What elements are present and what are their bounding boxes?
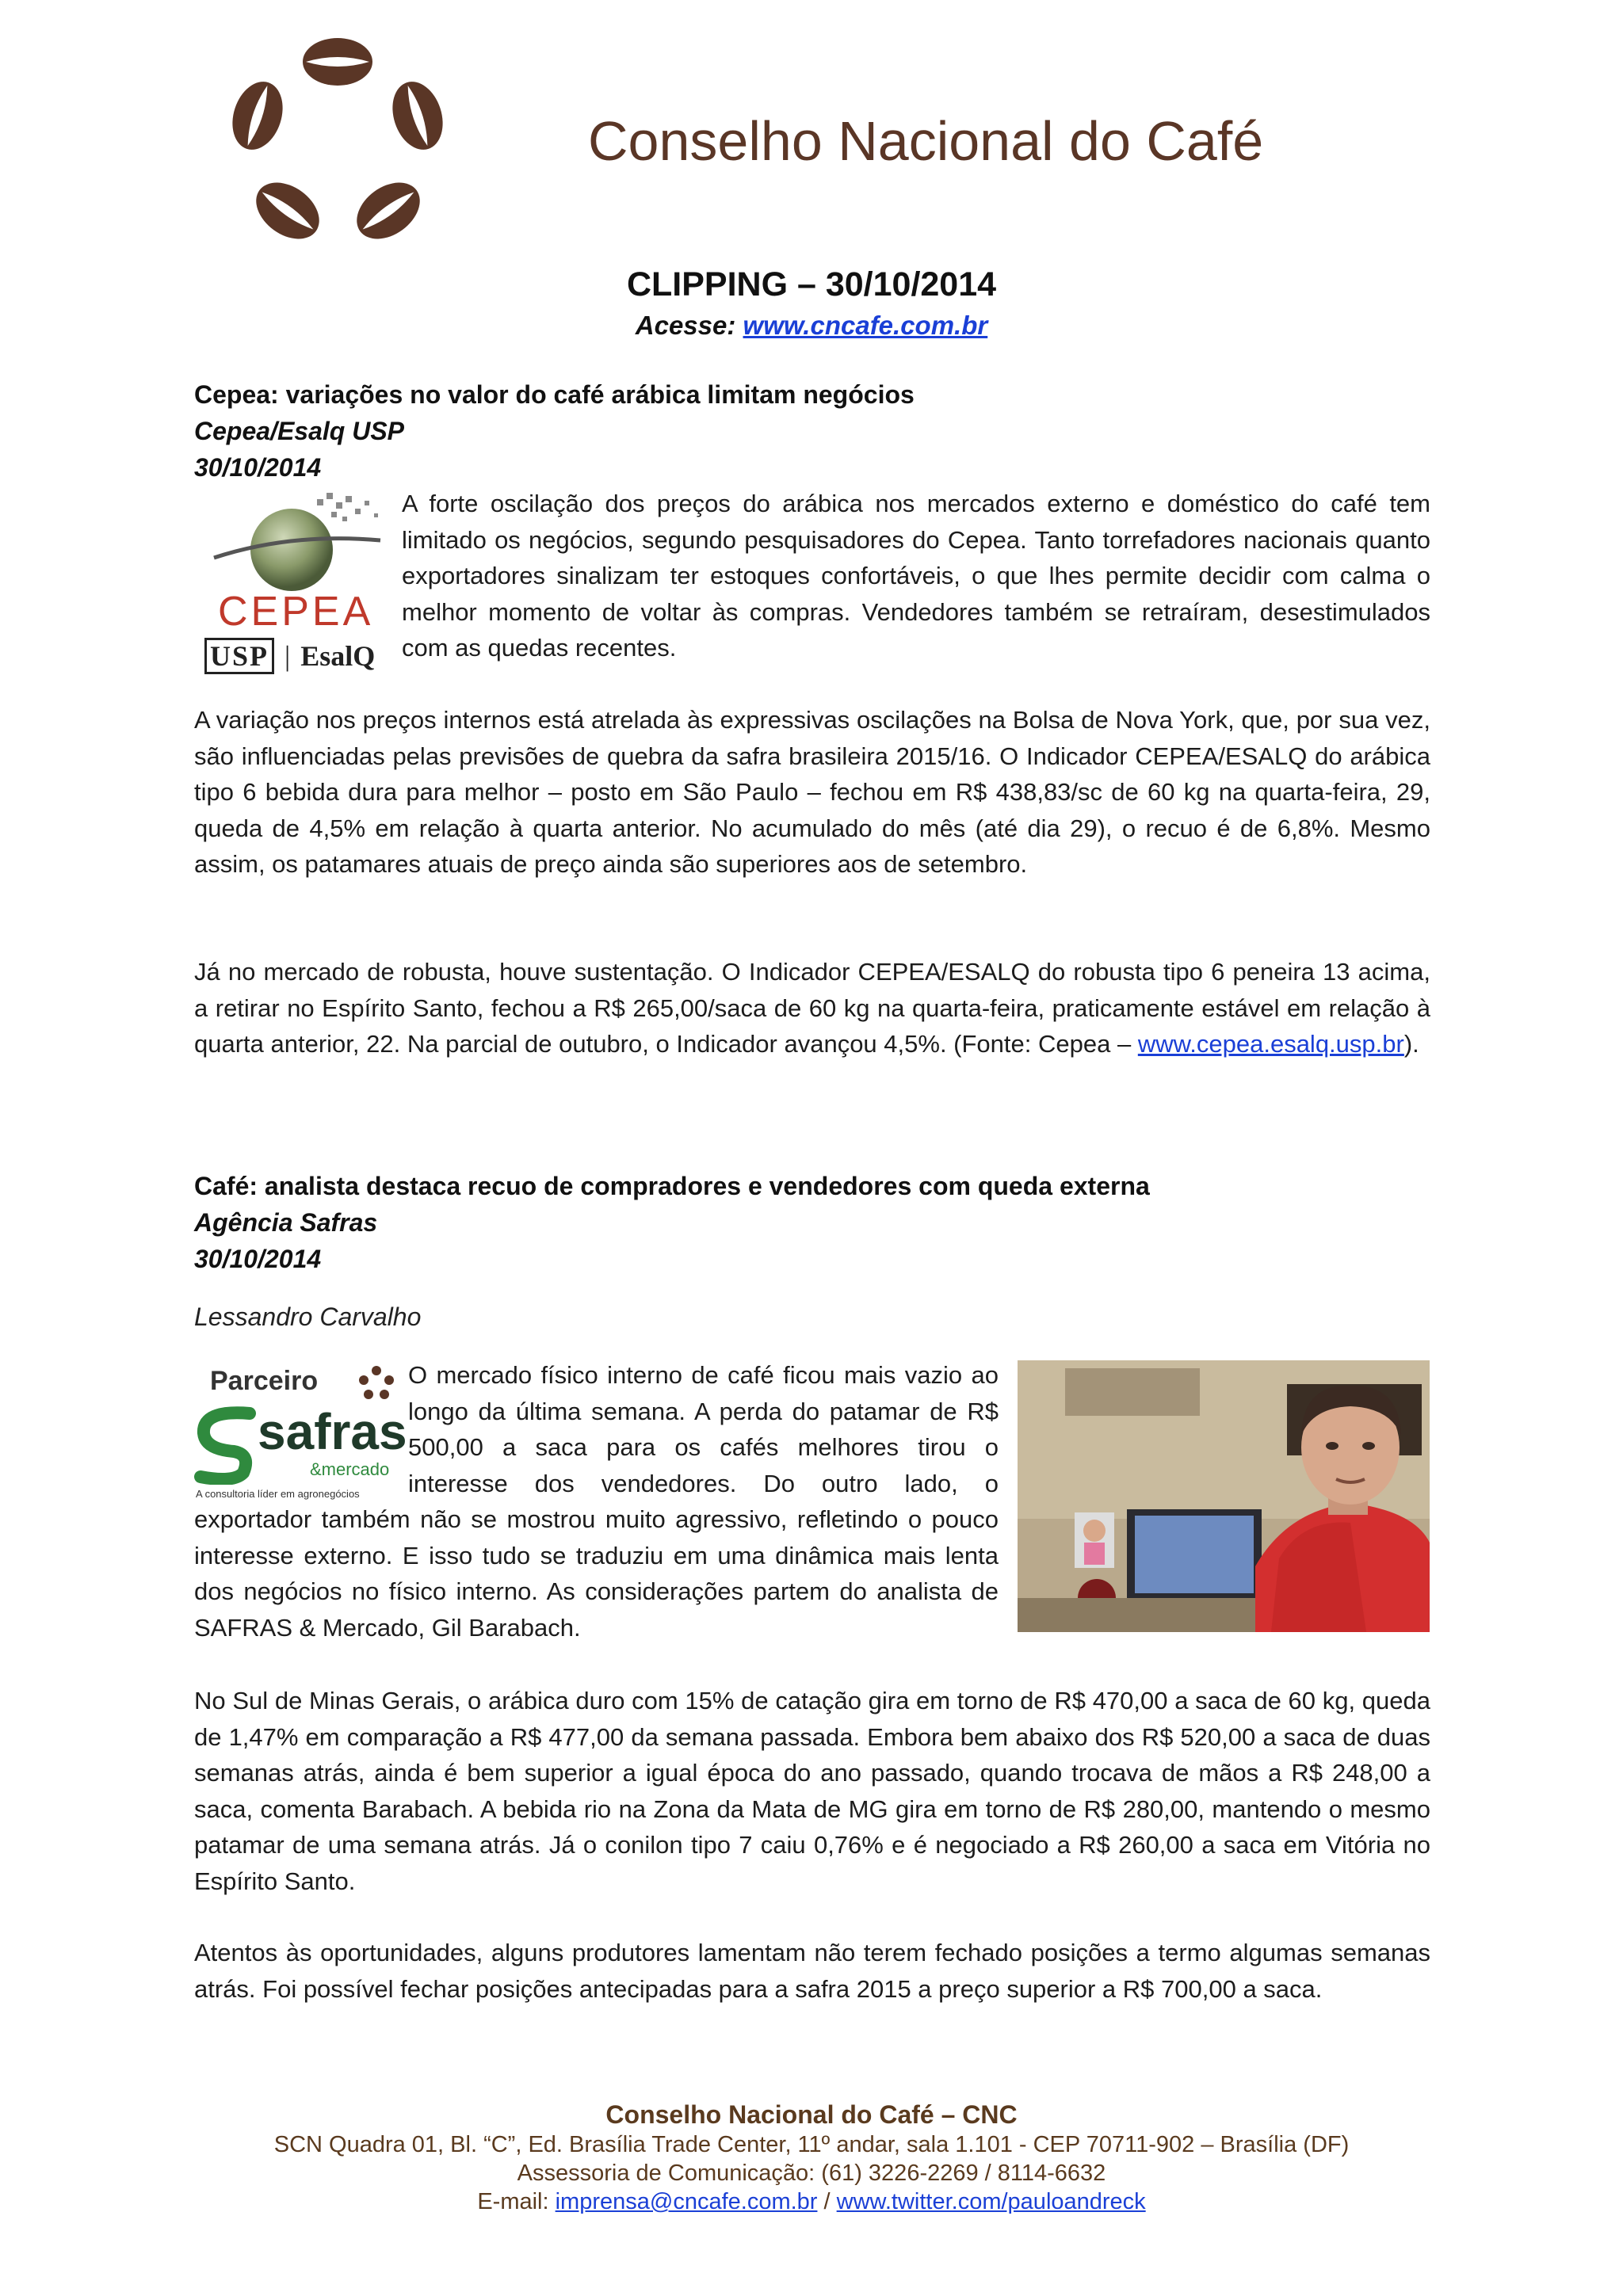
article1-para3-text: Já no mercado de robusta, houve sustentação. O Indicador CEPEA/ESALQ do robusta tipo 6 peneira 13 acima, a retirar no Espírito Santo, fechou a R$ 265,00/saca de 60 kg na quarta-feira, praticamente estável em relação à quarta anterior, 22. Na parcial de outubro, o Indicador avançou 4,5%. (Fonte: Cepea – bbox=[194, 958, 1430, 1058]
article2-source: Agência Safras bbox=[194, 1208, 378, 1237]
access-label: Acesse: bbox=[635, 311, 743, 340]
article1-para3-end: ). bbox=[1403, 1030, 1419, 1058]
article2-title: Café: analista destaca recuo de compradores e vendedores com queda externa bbox=[194, 1172, 1150, 1200]
article2-para1-wrap bbox=[194, 1357, 1430, 1646]
footer-separator: / bbox=[817, 2189, 837, 2214]
cncafe-link[interactable]: www.cncafe.com.br bbox=[743, 311, 988, 340]
clipping-title: CLIPPING – 30/10/2014 bbox=[626, 265, 997, 303]
footer-email-label: E-mail: bbox=[477, 2189, 556, 2214]
article2-para1: O mercado físico interno de café ficou mais vazio ao longo da última semana. A perda do patamar de R$ 500,00 a saca para os cafés melhores tirou o interesse dos vendedores. Do outro lado, o exportador também não se mostrou muito agressivo, refletindo o pouco interesse externo. E isso tudo se traduziu em uma dinâmica mais lenta dos negócios no físico interno. As considerações partem do analista de SAFRAS & Mercado, Gil Barabach. bbox=[194, 1361, 999, 1642]
article2-author: Lessandro Carvalho bbox=[194, 1302, 422, 1331]
article2-para2: No Sul de Minas Gerais, o arábica duro com 15% de catação gira em torno de R$ 470,00 a saca de 60 kg, queda de 1,47% em comparação a R$ 477,00 da semana passada. Embora bem abaixo dos R$ 520,00 a saca de duas semanas atrás, ainda é bem superior a igual época do ano passado, quando trocava de mãos a R$ 248,00 a saca, comenta Barabach. A bebida rio na Zona da Mata de MG gira em torno de R$ 280,00, mantendo o mesmo patamar de uma semana atrás. Já o conilon tipo 7 caiu 0,76% e é negociado a R$ 260,00 a saca em Vitória no Espírito Santo. bbox=[194, 1687, 1430, 1895]
usp-label: USP bbox=[204, 638, 274, 674]
footer-address: SCN Quadra 01, Bl. “C”, Ed. Brasília Trade Center, 11º andar, sala 1.101 - CEP 70711-902 – Brasília (DF) bbox=[273, 2132, 1350, 2157]
footer-org: Conselho Nacional do Café – CNC bbox=[605, 2100, 1018, 2129]
safras-parceiro: Parceiro bbox=[210, 1366, 319, 1396]
cepea-logo bbox=[198, 485, 400, 675]
safras-sub: &mercado bbox=[310, 1459, 390, 1479]
footer-contacts bbox=[0, 2189, 1623, 2215]
cepea-link[interactable]: www.cepea.esalq.usp.br bbox=[1137, 1030, 1404, 1058]
cepea-globe-icon bbox=[198, 485, 400, 596]
article2-date: 30/10/2014 bbox=[194, 1245, 322, 1273]
org-name: Conselho Nacional do Café bbox=[588, 110, 1264, 172]
float-spacer-right bbox=[999, 1357, 1430, 1632]
cepea-brand: CEPEA bbox=[218, 589, 374, 635]
footer-press: Assessoria de Comunicação: (61) 3226-2269 / 8114-6632 bbox=[517, 2161, 1106, 2186]
usp-esalq: USP | EsalQ bbox=[204, 639, 375, 673]
cnc-coffee-logo-icon bbox=[212, 21, 466, 274]
footer-twitter-link[interactable]: www.twitter.com/pauloandreck bbox=[836, 2189, 1146, 2214]
access-line bbox=[0, 311, 1623, 341]
article1-para3 bbox=[194, 954, 1430, 1062]
article1-date: 30/10/2014 bbox=[194, 453, 322, 482]
article1-para1: A forte oscilação dos preços do arábica nos mercados externo e doméstico do café tem limitado os negócios, segundo pesquisadores do Cepea. Tanto torrefadores nacionais quanto exportadores sinalizam ter estoques confortáveis, o que lhes permite decidir com calma o melhor momento de voltar às compras. Vendedores também se retraíram, desestimulados com as quedas recentes. bbox=[402, 490, 1430, 662]
safras-tagline: A consultoria líder em agronegócios bbox=[196, 1488, 360, 1500]
article1-para2: A variação nos preços internos está atrelada às expressivas oscilações na Bolsa de Nova York, que, por sua vez, são influenciadas pelas previsões de quebra da safra brasileira 2015/16. O Indicador CEPEA/ESALQ do arábica tipo 6 bebida dura para melhor – posto em São Paulo – fechou em R$ 438,83/sc de 60 kg na quarta-feira, 29, queda de 4,5% em relação à quarta anterior. No acumulado do mês (até dia 29), o recuo é de 6,8%. Mesmo assim, os patamares atuais de preço ainda são superiores aos de setembro. bbox=[194, 706, 1430, 878]
safras-brand: safras bbox=[258, 1403, 407, 1460]
article1-source: Cepea/Esalq USP bbox=[194, 417, 404, 445]
float-spacer-left bbox=[194, 1357, 408, 1501]
article1-title: Cepea: variações no valor do café arábica limitam negócios bbox=[194, 380, 915, 409]
esalq-label: EsalQ bbox=[300, 640, 376, 672]
article2-para3: Atentos às oportunidades, alguns produtores lamentam não terem fechado posições a termo algumas semanas atrás. Foi possível fechar posições antecipadas para a safra 2015 a preço superior a R$ 700,00 a saca. bbox=[194, 1939, 1430, 2003]
footer-email-link[interactable]: imprensa@cncafe.com.br bbox=[555, 2189, 818, 2214]
